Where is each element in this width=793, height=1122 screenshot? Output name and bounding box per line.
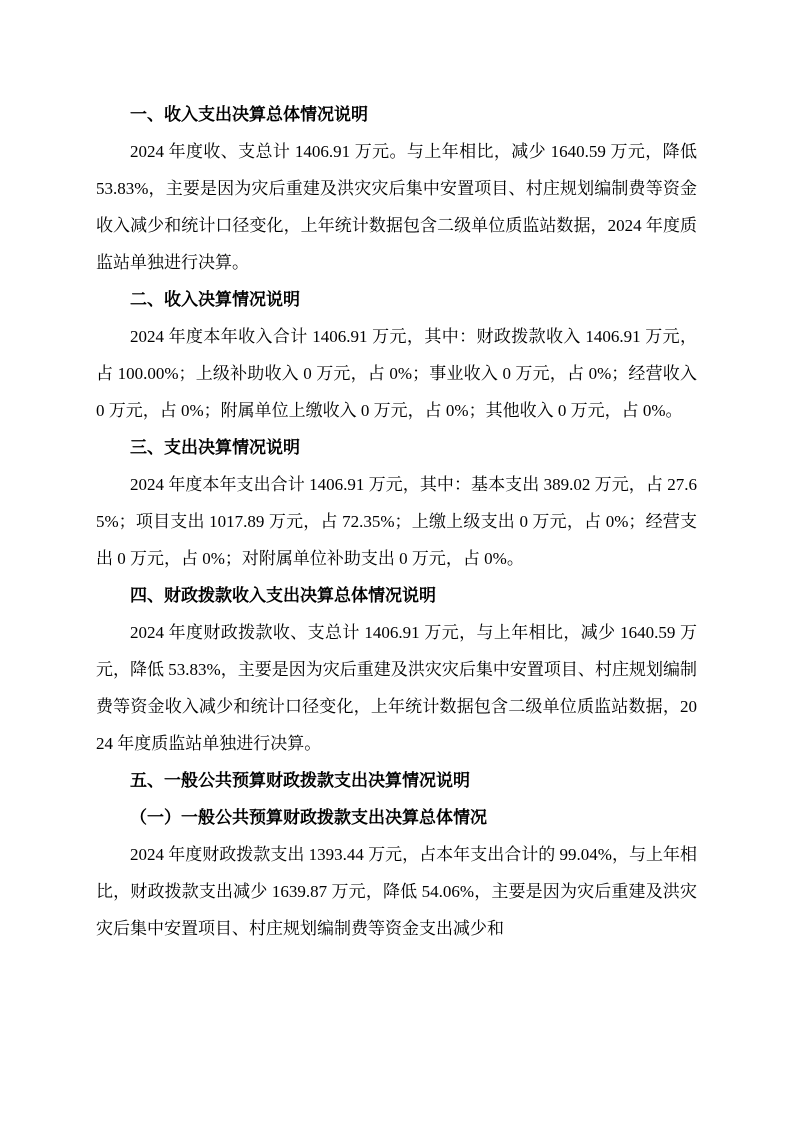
section-1-heading-income-expenditure-overview: 一、收入支出决算总体情况说明 — [130, 105, 368, 124]
section-4-paragraph: 2024 年度财政拨款收、支总计 1406.91 万元，与上年相比，减少 1640.59 万元，降低 53.83%，主要是因为灾后重建及洪灾灾后集中安置项目、村庄规划编制费等资金收入减少和统计口径变化，上年统计数据包含二级单位质监站数据，2024 年度质监站单独进行决算。 — [96, 623, 697, 753]
section-5-1-paragraph: 2024 年度财政拨款支出 1393.44 万元，占本年支出合计的 99.04%，与上年相比，财政拨款支出减少 1639.87 万元，降低 54.06%，主要是因为灾后重建及洪灾灾后集中安置项目、村庄规划编制费等资金支出减少和 — [96, 845, 697, 938]
section-1-paragraph: 2024 年度收、支总计 1406.91 万元。与上年相比，减少 1640.59 万元，降低 53.83%，主要是因为灾后重建及洪灾灾后集中安置项目、村庄规划编制费等资金收入减少和统计口径变化，上年统计数据包含二级单位质监站数据，2024 年度质监站单独进行决算。 — [96, 142, 697, 272]
section-3-paragraph: 2024 年度本年支出合计 1406.91 万元，其中：基本支出 389.02 万元，占 27.65%；项目支出 1017.89 万元，占 72.35%；上缴上级支出 0 万元，占 0%；经营支出 0 万元，占 0%；对附属单位补助支出 0 万元，占 0%。 — [96, 475, 697, 568]
section-3-heading-expenditure-statement: 三、支出决算情况说明 — [130, 438, 300, 457]
section-5-heading-general-public-budget-expenditure: 五、一般公共预算财政拨款支出决算情况说明 — [130, 771, 470, 790]
section-2-paragraph: 2024 年度本年收入合计 1406.91 万元，其中：财政拨款收入 1406.91 万元，占 100.00%；上级补助收入 0 万元，占 0%；事业收入 0 万元，占 0%；经营收入 0 万元，占 0%；附属单位上缴收入 0 万元，占 0%；其他收入 0 万元，占 0%。 — [96, 327, 697, 420]
section-2-heading-income-statement: 二、收入决算情况说明 — [130, 290, 300, 309]
section-4-heading-fiscal-appropriation-overview: 四、财政拨款收入支出决算总体情况说明 — [130, 586, 436, 605]
section-5-1-subheading-overall-situation: （一）一般公共预算财政拨款支出决算总体情况 — [130, 808, 487, 827]
